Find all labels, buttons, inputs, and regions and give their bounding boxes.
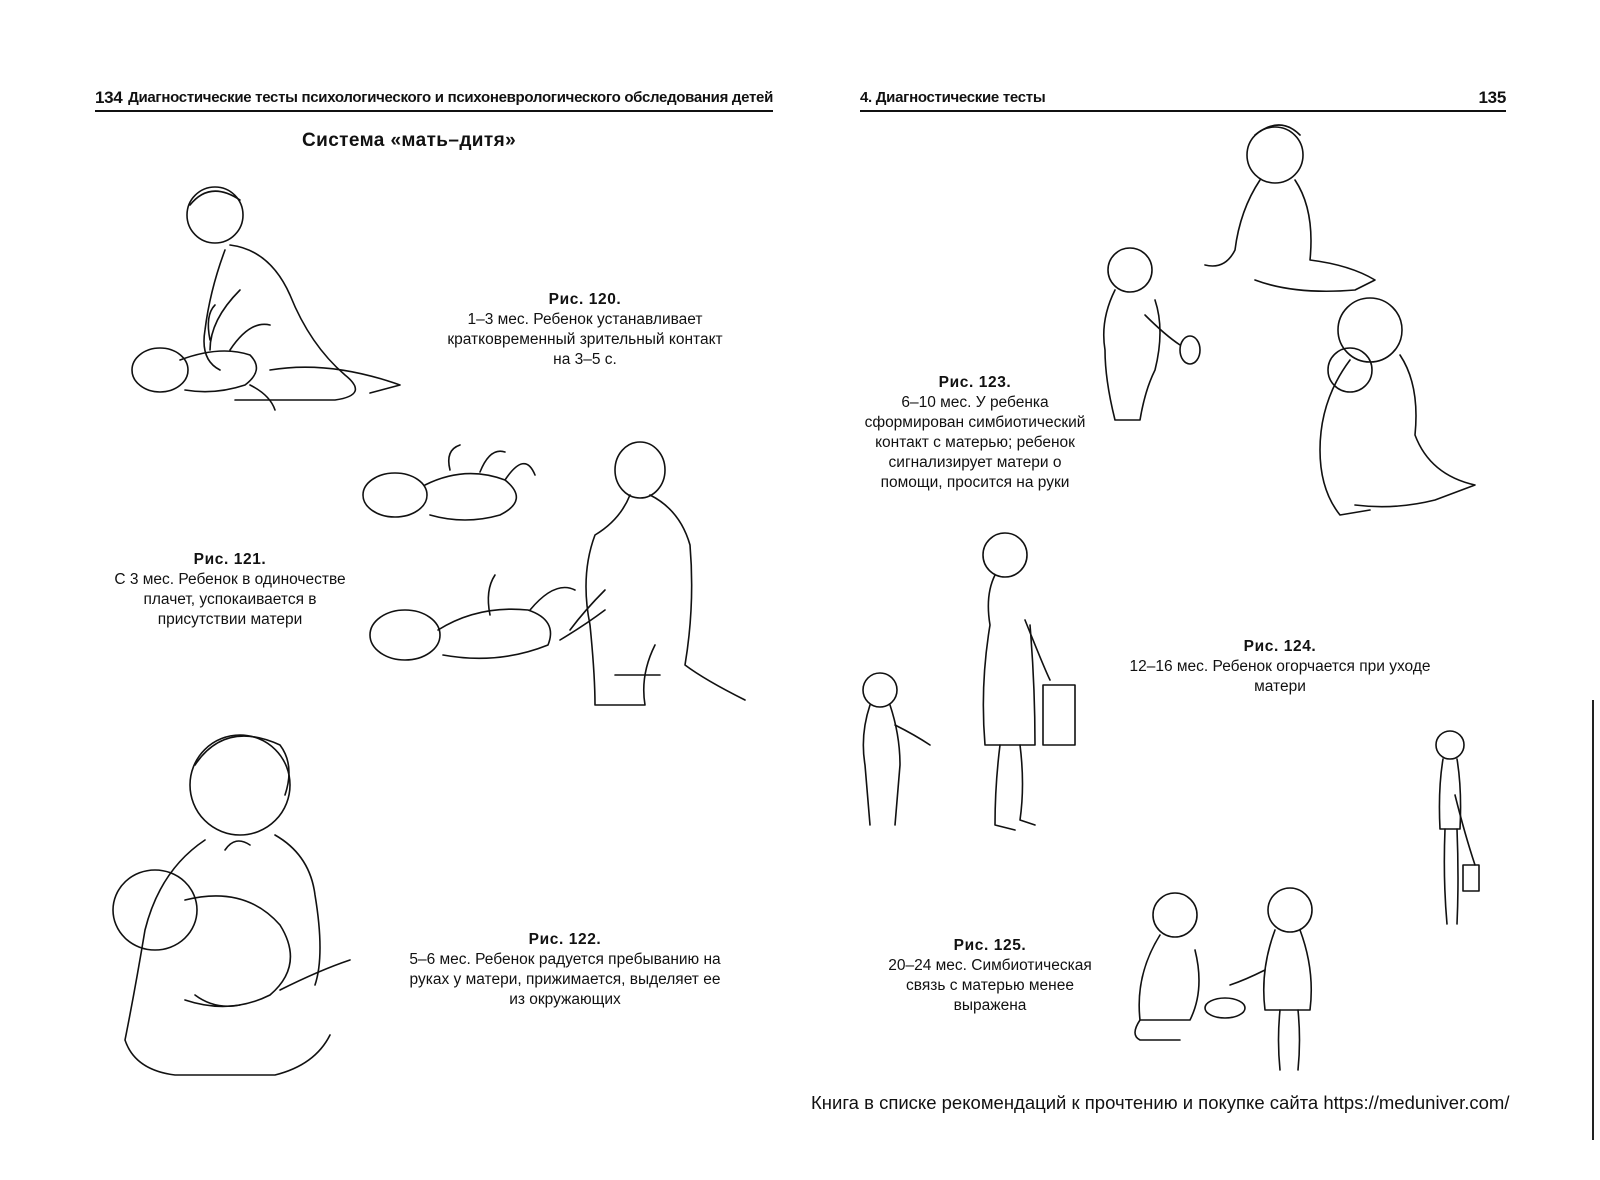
figure-120-line-2: кратковременный зрительный контакт [447, 331, 723, 348]
figure-125-line-3: выражена [953, 997, 1027, 1014]
figure-124-illustration [855, 525, 1095, 835]
figure-123-line-3: контакт с матерью; ребенок [875, 434, 1075, 451]
figure-123-label: Рис. 123. [938, 374, 1012, 391]
figure-123-line-5: помощи, просится на руки [880, 474, 1070, 491]
figure-125-line-2: связь с матерью менее [906, 977, 1074, 994]
running-head-right [860, 88, 1506, 112]
figure-121-caption [100, 550, 360, 630]
page-number-right: 135 [1478, 88, 1506, 107]
figure-120-line-1: 1–3 мес. Ребенок устанавливает [467, 311, 703, 328]
figure-121-label: Рис. 121. [193, 551, 267, 568]
figure-120-caption [420, 290, 750, 370]
figure-122-line-1: 5–6 мес. Ребенок радуется пребыванию на [409, 951, 721, 968]
figure-122-illustration [100, 725, 360, 1080]
footer-note: Книга в списке рекомендаций к прочтению и покупке сайта https://meduniver.com/ [811, 1092, 1510, 1113]
figure-124-caption [1120, 637, 1440, 697]
running-head-title-left: Диагностические тесты психологического и психоневрологического обследования детей [128, 89, 773, 106]
figure-123-line-2: сформирован симбиотический [864, 414, 1086, 431]
figure-123-line-1: 6–10 мес. У ребенка [901, 394, 1049, 411]
figure-125-label: Рис. 125. [953, 937, 1027, 954]
figure-125-illustration [1130, 880, 1340, 1075]
figure-122-label: Рис. 122. [528, 931, 602, 948]
right-page [800, 0, 1600, 1180]
figure-124-standing-mother-illustration [1415, 725, 1485, 930]
figure-123-illustration [1100, 120, 1440, 545]
figure-120-label: Рис. 120. [548, 291, 622, 308]
figure-121-line-2: плачет, успокаивается в [143, 591, 317, 608]
running-head-title-right: 4. Диагностические тесты [860, 89, 1046, 106]
figure-124-line-1: 12–16 мес. Ребенок огорчается при уходе [1129, 658, 1431, 675]
section-title: Система «мать–дитя» [302, 130, 517, 151]
figure-123-line-4: сигнализирует матери о [888, 454, 1062, 471]
figure-123-caption [840, 373, 1110, 493]
figure-121-illustration [350, 440, 750, 710]
figure-124-label: Рис. 124. [1243, 638, 1317, 655]
figure-122-caption [390, 930, 740, 1010]
figure-122-line-3: из окружающих [509, 991, 621, 1008]
figure-120-illustration [120, 180, 410, 415]
running-head-left [95, 88, 773, 112]
figure-121-line-1: С 3 мес. Ребенок в одиночестве [114, 571, 346, 588]
figure-120-line-3: на 3–5 с. [553, 351, 617, 368]
figure-122-line-2: руках у матери, прижимается, выделяет ее [409, 971, 721, 988]
page-number-left: 134 [95, 88, 123, 107]
figure-124-line-2: матери [1254, 678, 1306, 695]
figure-121-line-3: присутствии матери [157, 611, 303, 628]
figure-125-line-1: 20–24 мес. Симбиотическая [888, 957, 1092, 974]
book-edge-line [1592, 700, 1594, 1140]
figure-125-caption [850, 936, 1130, 1016]
